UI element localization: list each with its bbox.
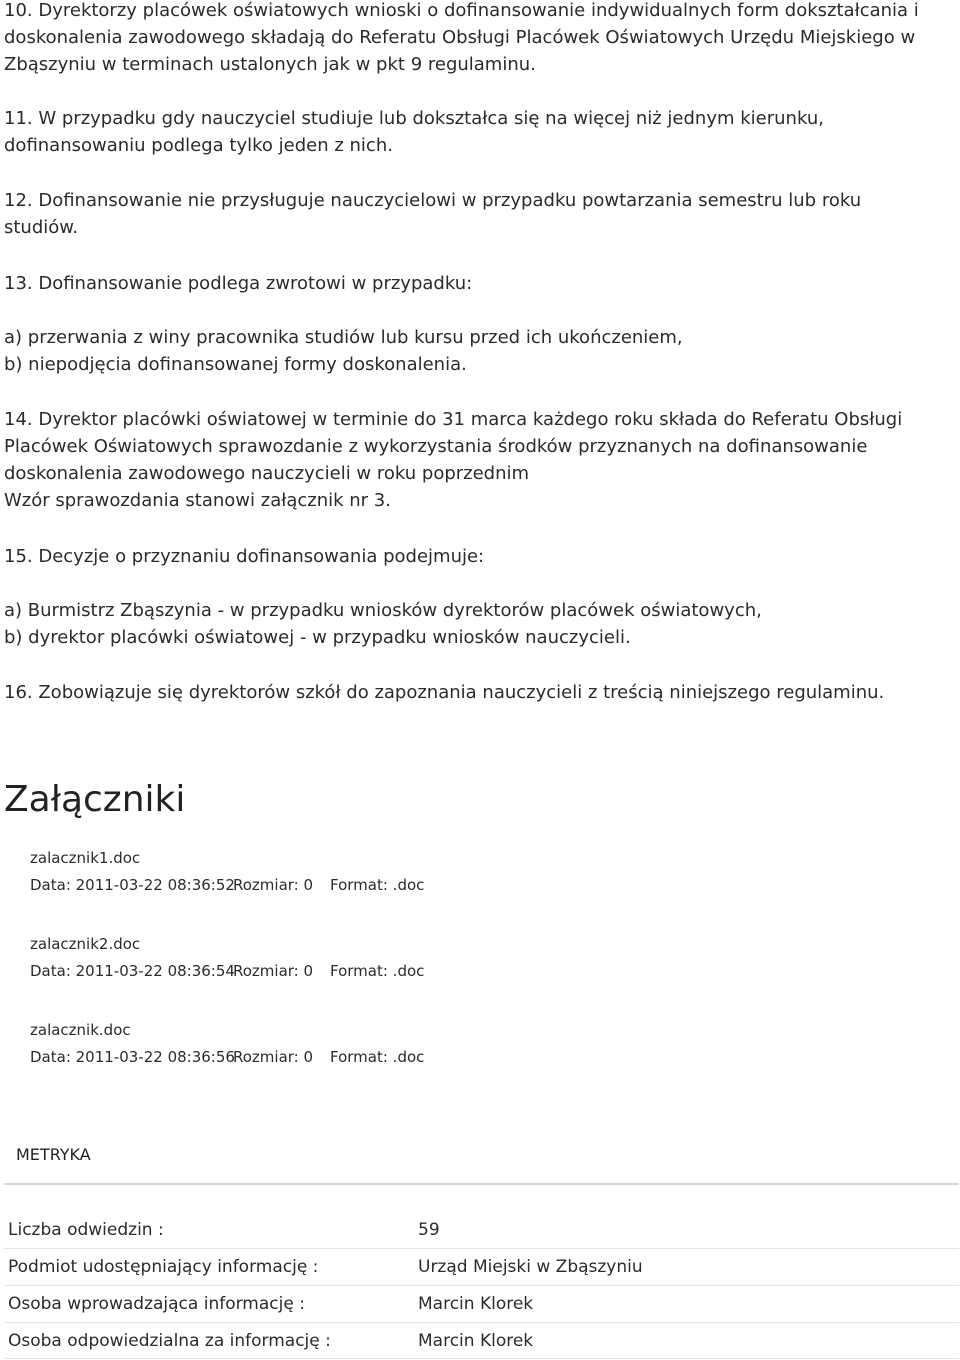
paragraph-10 <box>4 0 944 78</box>
list-item: b) niepodjęcia dofinansowanej formy doskonalenia. <box>4 354 467 375</box>
metryka-title: METRYKA <box>16 1145 91 1164</box>
metryka-label: Osoba odpowiedzialna za informację : <box>8 1331 331 1351</box>
paragraph-13 <box>4 270 944 297</box>
attachment-date: Data: 2011-03-22 08:36:56 <box>30 1048 235 1066</box>
paragraph-13-list <box>4 324 944 378</box>
text-line: 14. Dyrektor placówki oświatowej w terminie do 31 marca każdego roku składa do Referatu Obsługi <box>4 409 903 430</box>
attachment-item <box>30 848 424 895</box>
metryka-value: Urząd Miejski w Zbąszyniu <box>418 1257 643 1277</box>
text-line: 11. W przypadku gdy nauczyciel studiuje lub dokształca się na więcej niż jednym kierunku, <box>4 108 824 129</box>
attachment-meta <box>30 961 424 981</box>
text-line: 16. Zobowiązuje się dyrektorów szkół do zapoznania nauczycieli z treścią niniejszego regulaminu. <box>4 682 885 703</box>
paragraph-14 <box>4 406 944 514</box>
row-divider <box>4 1358 959 1359</box>
text-line: 13. Dofinansowanie podlega zwrotowi w przypadku: <box>4 273 473 294</box>
list-item: b) dyrektor placówki oświatowej - w przypadku wniosków nauczycieli. <box>4 627 631 648</box>
text-line: 10. Dyrektorzy placówek oświatowych wnioski o dofinansowanie indywidualnych form dokształcania i <box>4 0 919 21</box>
metryka-value: Marcin Klorek <box>418 1331 534 1351</box>
attachment-item <box>30 934 424 981</box>
metryka-label: Podmiot udostępniający informację : <box>8 1257 319 1277</box>
list-item: a) przerwania z winy pracownika studiów lub kursu przed ich ukończeniem, <box>4 327 683 348</box>
list-item: a) Burmistrz Zbąszynia - w przypadku wniosków dyrektorów placówek oświatowych, <box>4 600 762 621</box>
row-divider <box>4 1248 959 1249</box>
attachment-item <box>30 1020 424 1067</box>
metryka-value: 59 <box>418 1220 440 1240</box>
attachment-size: Rozmiar: 0 <box>233 876 314 894</box>
metryka-divider <box>4 1183 959 1185</box>
metryka-label: Liczba odwiedzin : <box>8 1220 164 1240</box>
row-divider <box>4 1322 959 1323</box>
paragraph-16 <box>4 679 944 706</box>
text-line: Wzór sprawozdania stanowi załącznik nr 3. <box>4 490 391 511</box>
attachment-size: Rozmiar: 0 <box>233 962 314 980</box>
text-line: doskonalenia zawodowego składają do Referatu Obsługi Placówek Oświatowych Urzędu Miejskiego w <box>4 27 916 48</box>
attachment-meta <box>30 875 424 895</box>
text-line: 15. Decyzje o przyznaniu dofinansowania podejmuje: <box>4 546 485 567</box>
paragraph-12 <box>4 187 944 241</box>
attachment-format: Format: .doc <box>330 962 425 980</box>
text-line: 12. Dofinansowanie nie przysługuje nauczycielowi w przypadku powtarzania semestru lub roku <box>4 190 862 211</box>
attachments-heading: Załączniki <box>4 779 186 820</box>
attachment-meta <box>30 1047 424 1067</box>
text-line: doskonalenia zawodowego nauczycieli w roku poprzednim <box>4 463 530 484</box>
attachment-link[interactable]: zalacznik1.doc <box>30 849 141 867</box>
paragraph-15-list <box>4 597 944 651</box>
metryka-value: Marcin Klorek <box>418 1294 534 1314</box>
metryka-label: Osoba wprowadzająca informację : <box>8 1294 305 1314</box>
attachment-size: Rozmiar: 0 <box>233 1048 314 1066</box>
attachment-format: Format: .doc <box>330 876 425 894</box>
text-line: Placówek Oświatowych sprawozdanie z wykorzystania środków przyznanych na dofinansowanie <box>4 436 868 457</box>
attachment-link[interactable]: zalacznik2.doc <box>30 935 141 953</box>
paragraph-11 <box>4 105 944 159</box>
attachment-date: Data: 2011-03-22 08:36:52 <box>30 876 235 894</box>
attachment-link[interactable]: zalacznik.doc <box>30 1021 131 1039</box>
paragraph-15 <box>4 543 944 570</box>
text-line: studiów. <box>4 217 79 238</box>
text-line: Zbąszyniu w terminach ustalonych jak w pkt 9 regulaminu. <box>4 54 536 75</box>
text-line: dofinansowaniu podlega tylko jeden z nich. <box>4 135 393 156</box>
attachment-format: Format: .doc <box>330 1048 425 1066</box>
row-divider <box>4 1285 959 1286</box>
attachment-date: Data: 2011-03-22 08:36:54 <box>30 962 235 980</box>
